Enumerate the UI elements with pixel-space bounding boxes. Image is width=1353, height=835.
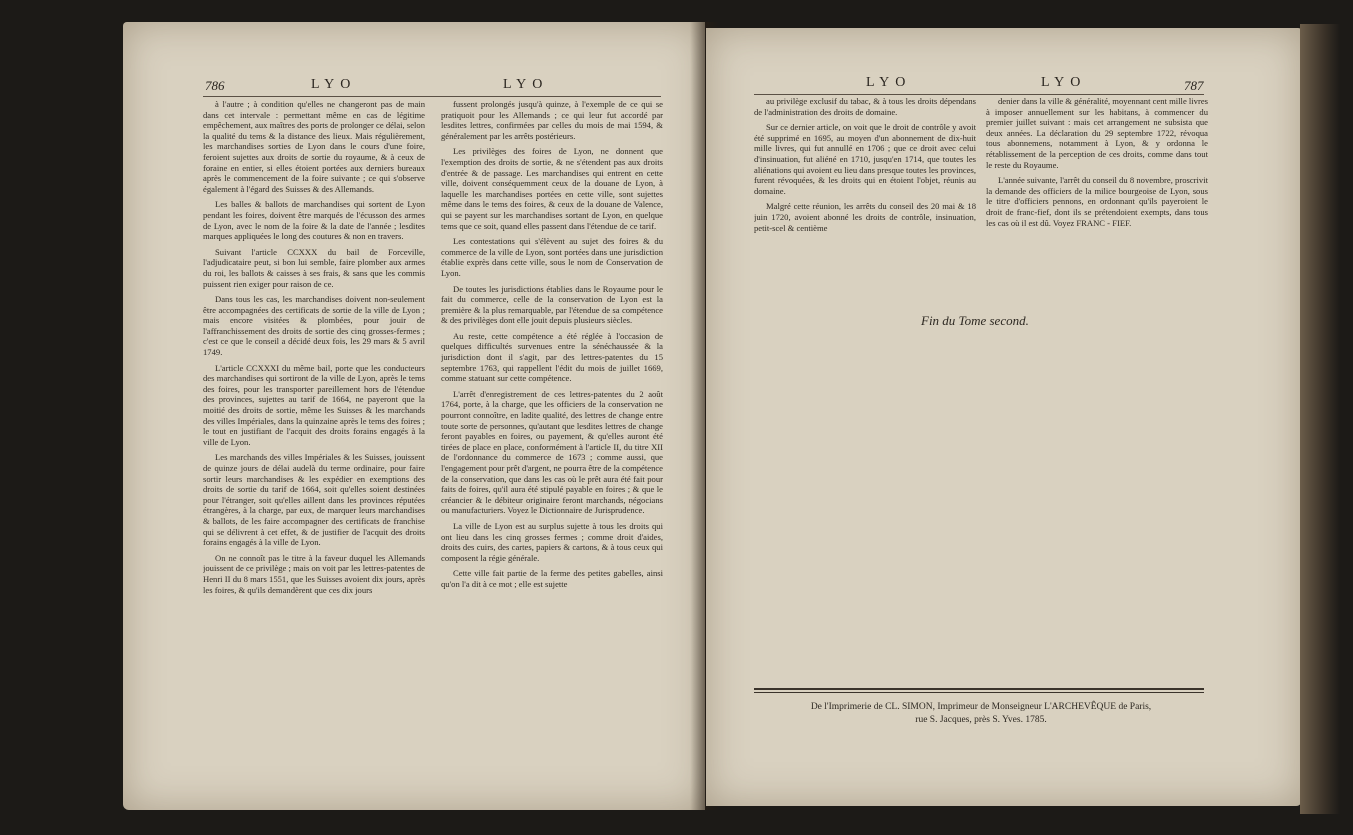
paragraph: Sur ce dernier article, on voit que le droit de contrôle y avoit été supprimé en 1695, au moyen d'un abonnement de dix-huit mille livres, qui fut annullé en 1706 ; que ce droit avec celui d'insinuation, fut aliéné en 1710, jusqu'en 1714, que toutes les aliénations qui avoient eu lieu dans presque toutes les provinces, furent révoquées, & les droits qui en étoient l'objet, réunis au domaine. <box>754 122 976 196</box>
paragraph: Les marchands des villes Impériales & les Suisses, jouissent de quinze jours de délai audelà du terme ordinaire, pour faire sortir leurs marchandises & les expédier en exemptions des droits de sortie du tarif de 1664, soit qu'elles soient destinées pour l'étranger, soit qu'elles aillent dans les provinces réputées étrangères, à la charge, par eux, de marquer leurs marchandises & ballots, de les faire accompagner des certificats de franchise qui se délivrent à cet effet, & de justifier de l'acquit des droits forains engagés à la ville de Lyon. <box>203 452 425 548</box>
right-column-2 <box>986 96 1208 316</box>
paragraph: Cette ville fait partie de la ferme des petites gabelles, ainsi qu'on l'a dit à ce mot ; elle est sujette <box>441 568 663 589</box>
paragraph: La ville de Lyon est au surplus sujette à tous les droits qui ont lieu dans les cinq grosses fermes ; comme droit d'aides, droits des cuirs, des cartes, papiers & cartons, & à tous ceux qui composent la régie générale. <box>441 520 663 563</box>
page-edges <box>1300 24 1340 814</box>
page-number-left: 786 <box>205 78 225 93</box>
left-column-2 <box>441 99 663 796</box>
left-page <box>123 22 705 810</box>
paragraph: au privilège exclusif du tabac, & à tous les droits dépendans de l'administration des droits de domaine. <box>754 96 976 117</box>
running-header-right-col1: LYO <box>866 75 912 90</box>
paragraph: denier dans la ville & généralité, moyennant cent mille livres à imposer annuellement sur les habitans, à commencer du premier juillet suivant : mais cet arrangement ne subsista que deux années. La déclaration du 29 septembre 1722, révoqua tous abonnemens, notamment à Lyon, & y ordonna le rétablissement de la perception de ces droits, comme dans tout le reste du Royaume. <box>986 96 1208 170</box>
paragraph: L'arrêt d'enregistrement de ces lettres-patentes du 2 août 1764, porte, à la charge, que les officiers de la conservation ne pourront connoître, en ladite qualité, des lettres de change entre toute sorte de personnes, qu'autant que lesdites lettres de change feront payables en foires, ou payement, & qu'elles auront été tirées de place en place, conformément à l'article II, du titre XII de l'ordonnance du commerce de 1673 ; comme aussi, que l'engagement pour prêt d'argent, ne pourra être de la compétence de la conservation, que dans les cas où le prêt aura été fait pour faits de foires, qu'il aura été stipulé payable en foires ; & que le créancier & le débiteur originaire feront marchands, négocians ou manufacturiers. Voyez le Dictionnaire de Jurisprudence. <box>441 388 663 516</box>
running-header-left-col2: LYO <box>503 77 549 92</box>
paragraph: De toutes les jurisdictions établies dans le Royaume pour le fait du commerce, celle de la conservation de Lyon est la première & la plus remarquable, par l'étendue de sa compétence & des privilèges dont elle jouit depuis plusieurs siècles. <box>441 283 663 326</box>
paragraph: fussent prolongés jusqu'à quinze, à l'exemple de ce qui se pratiquoit pour les Allemands ; ce qui leur fut accordé par lesdites lettres, confirmées par celles du mois de mai 1594, & généralement par les arrêts postérieurs. <box>441 99 663 141</box>
paragraph: Dans tous les cas, les marchandises doivent non-seulement être accompagnées des certificats de sortie de la ville de Lyon ; mais encore visitées & plombées, pour jouir de l'affranchissement des droits de sortie des cinq grosses-fermes ; c'est ce que le conseil a décidé deux fois, les 29 mars & 5 avril 1749. <box>203 294 425 358</box>
running-header-right-col2: LYO <box>1041 75 1087 90</box>
paragraph: Les privilèges des foires de Lyon, ne donnent que l'exemption des droits de sortie, & ne s'étendent pas aux droits d'entrée & de passage. Les marchandises qui entrent en cette ville, doivent conséquemment ceux de la douane de Lyon, à laquelle les marchandises portées en cette ville, sont sujettes même dans le tems des foires, & ceux de la douane de Valence, qui se payent sur les marchandises sortant de Lyon, en quelque tems que ce soit, quand elles passent dans l'étendue de ce tarif. <box>441 146 663 231</box>
paragraph: L'année suivante, l'arrêt du conseil du 8 novembre, proscrivit la demande des officiers de la milice bourgeoise de Lyon, sous le titre d'officiers pennons, en ordonnant qu'ils payeroient le droit de franc-fief, dont ils se prétendoient exempts, dans tous les cas où il est dû. Voyez FRANC - FIEF. <box>986 175 1208 228</box>
imprint-rule <box>754 688 1204 693</box>
paragraph: Les balles & ballots de marchandises qui sortent de Lyon pendant les foires, doivent être marqués de l'écusson des armes de Lyon, avec le nom de la foire & la date de l'année ; lesdites marques appliquées le long des coutures & non en travers. <box>203 199 425 242</box>
paragraph: Suivant l'article CCXXX du bail de Forceville, l'adjudicataire peut, si bon lui semble, faire plomber aux armes du roi, les ballots & caisses à ses frais, & sans que les commis puissent rien exiger pour raison de ce. <box>203 246 425 289</box>
imprint-line-2: rue S. Jacques, près S. Yves. 1785. <box>915 715 1047 725</box>
header-rule-left <box>203 96 661 97</box>
header-rule-right <box>754 94 1204 95</box>
running-header-left-col1: LYO <box>311 77 357 92</box>
right-column-1 <box>754 96 976 316</box>
paragraph: à l'autre ; à condition qu'elles ne changeront pas de main dans cet intervale : permettant même en cas de légitime empêchement, aux maîtres des ports de prolonger ce délai, selon la qualité du tems & la distance des lieux. Mais régulièrement, les marchandises sorties de Lyon dans le cours d'une foire, feroient sujettes aux droits de sortie du royaume, & à ceux de foraine en entier, si elles étoient portées aux derniers bureaux après le commencement de la foire suivante ; ce qui s'observe également à l'égard des Suisses & des Allemands. <box>203 99 425 194</box>
paragraph: Au reste, cette compétence a été réglée à l'occasion de quelques difficultés survenues entre la sénéchaussée & la jurisdiction dont il s'agit, par des lettres-patentes du 15 septembre 1763, qui rappellent l'édit du mois de juillet 1669, comme statuant sur cette compétence. <box>441 330 663 384</box>
paragraph: Malgré cette réunion, les arrêts du conseil des 20 mai & 18 juin 1720, avoient abonné les droits de contrôle, insinuation, petit-scel & centième <box>754 201 976 233</box>
right-page <box>706 28 1302 806</box>
paragraph: L'article CCXXXI du même bail, porte que les conducteurs des marchandises qui sortiront de la ville de Lyon, après le tems des foires, pour les transporter pareillement hors de l'étendue des provinces, sujettes au tarif de 1664, ne payeront que la moitié des droits de sortie, même les Suisses & les marchands des villes Impériales, dans la quinzaine après le tems des foires ; le tout en justifiant de l'acquit des droits forains engagés à la ville de Lyon. <box>203 362 425 447</box>
left-column-1 <box>203 99 425 796</box>
paragraph: On ne connoît pas le titre à la faveur duquel les Allemands jouissent de ce privilège ; mais on voit par les lettres-patentes de Henri II du 8 mars 1551, que les Suisses avoient dix jours, après les foires, & qu'ils demandèrent que ces dix jours <box>203 552 425 595</box>
page-number-right: 787 <box>1184 78 1204 93</box>
imprint-line-1: De l'Imprimerie de CL. SIMON, Imprimeur de Monseigneur L'ARCHEVÊQUE de Paris, <box>810 702 1152 712</box>
end-of-volume: Fin du Tome second. <box>921 313 1029 328</box>
paragraph: Les contestations qui s'élèvent au sujet des foires & du commerce de la ville de Lyon, sont portées dans une jurisdiction établie exprès dans cette ville, sous le nom de Conservation de Lyon. <box>441 236 663 278</box>
